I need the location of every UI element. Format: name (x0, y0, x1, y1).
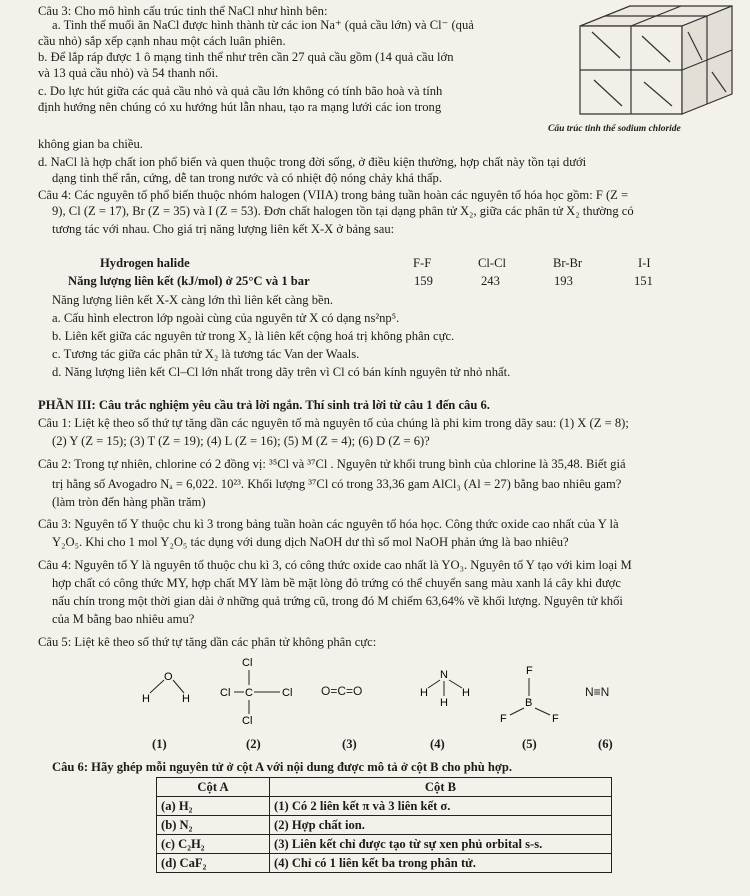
ccl4-c-atom: C (245, 687, 253, 699)
q3-line-6: c. Do lực hút giữa các quả cầu nhỏ và quả cầu lớn không có tính bão hoà và tính (38, 84, 443, 98)
table-bond-brbr: Br-Br (553, 256, 583, 270)
bf3-f-right: F (552, 713, 559, 724)
q3-line-1: Câu 3: Cho mô hình cấu trúc tinh thể NaCl như hình bên: (38, 4, 328, 18)
q4-statement-a: a. Cấu hình electron lớp ngoài cùng của nguyên tử X có dạng ns²np⁵. (52, 311, 400, 325)
water-h-atom-right: H (182, 693, 190, 705)
q4-line-2: 9), Cl (Z = 17), Br (Z = 35) và I (Z = 53). Đơn chất halogen tồn tại dạng phân tử X₂, giữa các phân tử X₂ thường có (52, 204, 634, 218)
table-row (157, 854, 612, 873)
molecule-3-label: (3) (342, 737, 357, 751)
row-d-cell-b: (4) Chỉ có 1 liên kết ba trong phân tử. (270, 854, 612, 873)
q3-line-4: b. Để lắp ráp được 1 ô mạng tinh thể như trên cần 27 quả cầu gồm (14 quả cầu lớn (38, 50, 454, 64)
p3-q1-line-2: (2) Y (Z = 15); (3) T (Z = 19); (4) L (Z = 16); (5) M (Z = 4); (6) D (Z = 6)? (52, 434, 430, 448)
q3-line-8: không gian ba chiều. (38, 137, 143, 151)
p3-q1-line-1: Câu 1: Liệt kệ theo số thứ tự tăng dần các nguyên tố mà nguyên tố của chúng là phi kim trong dãy sau: (1) X (Z = 8); (38, 416, 629, 430)
ccl4-cl-left: Cl (220, 687, 231, 699)
molecule-bf3-structure (494, 662, 568, 724)
q4-line-1: Câu 4: Các nguyên tố phổ biến thuộc nhóm halogen (VIIA) trong bảng tuần hoàn các nguyên tố hóa học gồm: F (Z = (38, 188, 629, 202)
q3-line-7: định hướng nên chúng có xu hướng hút lẫn nhau, tạo ra mạng lưới các ion trong (38, 100, 442, 114)
table-energy-ff: 159 (414, 274, 433, 288)
p3-q4-line-1: Câu 4: Nguyên tố Y là nguyên tố thuộc chu kì 3, có công thức oxide cao nhất là YO₃. Nguyên tố Y tạo với kim loại M (38, 558, 632, 572)
nh3-h-left: H (420, 687, 428, 699)
bf3-f-left: F (500, 713, 507, 724)
nh3-h-middle: H (440, 697, 448, 709)
matching-table (156, 777, 612, 873)
nh3-n-atom: N (440, 669, 448, 681)
q4-statement-b: b. Liên kết giữa các nguyên tử trong X₂ là liên kết cộng hoá trị không phân cực. (52, 329, 455, 343)
column-b-header: Cột B (270, 778, 612, 797)
table-row (157, 797, 612, 816)
water-o-atom: O (164, 671, 173, 683)
table-energy-clcl: 243 (481, 274, 500, 288)
ccl4-cl-bottom: Cl (242, 715, 253, 727)
crystal-caption: Cấu trúc tinh thể sodium chloride (548, 124, 681, 134)
nh3-h-right: H (462, 687, 470, 699)
row-d-cell-a: (d) CaF₂ (157, 854, 270, 873)
molecule-1-label: (1) (152, 737, 167, 751)
table-row (157, 835, 612, 854)
q3-line-3: cầu nhỏ) sắp xếp cạnh nhau một cách luân phiên. (38, 34, 286, 48)
p3-q2-line-2: trị hằng số Avogadro Nₐ = 6,022. 10²³. Khối lượng ³⁷Cl có trong 33,36 gam AlCl₃ (Al = 27) bằng bao nhiêu gam? (52, 477, 622, 491)
ccl4-cl-right: Cl (282, 687, 293, 699)
part3-title: PHẦN III: Câu trắc nghiệm yêu cầu trả lời ngắn. Thí sinh trả lời từ câu 1 đến câu 6. (38, 398, 490, 412)
row-c-cell-a: (c) C₂H₂ (157, 835, 270, 854)
row-b-cell-a: (b) N₂ (157, 816, 270, 835)
table-bond-ff: F-F (413, 256, 432, 270)
matching-header-row (157, 778, 612, 797)
q4-statement-c: c. Tương tác giữa các phân tử X₂ là tương tác Van der Waals. (52, 347, 360, 361)
molecule-n2-formula: N≡N (585, 685, 610, 699)
bf3-f-top: F (526, 665, 533, 677)
p3-q4-line-4: của M bằng bao nhiêu amu? (52, 612, 195, 626)
q4-note: Năng lượng liên kết X-X càng lớn thì liên kết càng bền. (52, 293, 334, 307)
water-h-atom-left: H (142, 693, 150, 705)
molecule-4-label: (4) (430, 737, 445, 751)
table-label-bond-energy: Năng lượng liên kết (kJ/mol) ở 25°C và 1 bar (68, 274, 310, 288)
molecule-2-label: (2) (246, 737, 261, 751)
molecule-co2-formula: O=C=O (321, 684, 363, 698)
table-bond-clcl: Cl-Cl (478, 256, 506, 270)
q3-line-2: a. Tinh thể muối ăn NaCl được hình thành từ các ion Na⁺ (quả cầu lớn) và Cl⁻ (quả (52, 18, 474, 32)
molecule-ccl4-structure (216, 654, 300, 730)
table-energy-ii: 151 (634, 274, 653, 288)
molecule-5-label: (5) (522, 737, 537, 751)
nacl-crystal-lattice-image (572, 2, 740, 120)
q4-line-3: tương tác với nhau. Cho giá trị năng lượng liên kết X-X ở bảng sau: (52, 222, 395, 236)
q3-line-10: dạng tinh thể rắn, cứng, dễ tan trong nước và có nhiệt độ nóng chảy khá thấp. (52, 171, 442, 185)
row-b-cell-b: (2) Hợp chất ion. (270, 816, 612, 835)
molecule-nh3-structure (414, 664, 480, 714)
bf3-b-atom: B (525, 697, 533, 709)
p3-q3-line-2: Y₂O₅. Khi cho 1 mol Y₂O₅ tác dụng với dung dịch NaOH dư thì số mol NaOH phản ứng là bao nhiêu? (52, 535, 569, 549)
q4-statement-d: d. Năng lượng liên kết Cl–Cl lớn nhất trong dãy trên vì Cl có bán kính nguyên tử nhỏ nhất. (52, 365, 511, 379)
p3-q2-line-1: Câu 2: Trong tự nhiên, chlorine có 2 đồng vị: ³⁵Cl và ³⁷Cl . Nguyên tử khối trung bình của chlorine là 35,48. Biết giá (38, 457, 626, 471)
table-energy-brbr: 193 (554, 274, 573, 288)
p3-q6-line: Câu 6: Hãy ghép mỗi nguyên tử ở cột A với nội dung được mô tả ở cột B cho phù hợp. (52, 760, 513, 774)
table-row (157, 816, 612, 835)
molecule-6-label: (6) (598, 737, 613, 751)
p3-q2-line-3: (làm tròn đến hàng phần trăm) (52, 495, 206, 509)
row-a-cell-b: (1) Có 2 liên kết π và 3 liên kết σ. (270, 797, 612, 816)
row-c-cell-b: (3) Liên kết chỉ được tạo từ sự xen phủ orbital s-s. (270, 835, 612, 854)
ccl4-cl-top: Cl (242, 657, 253, 669)
column-a-header: Cột A (157, 778, 270, 797)
row-a-cell-a: (a) H₂ (157, 797, 270, 816)
q3-line-9: d. NaCl là hợp chất ion phổ biến và quen thuộc trong đời sống, ở điều kiện thường, hợp chất này tồn tại dưới (38, 155, 587, 169)
table-bond-ii: I-I (638, 256, 651, 270)
p3-q4-line-2: hợp chất có công thức MY, hợp chất MY làm bề mặt lòng đỏ trứng có thể chuyển sang màu xanh lá cây khi được (52, 576, 621, 590)
p3-q4-line-3: nấu chín trong một thời gian dài ở những quả trứng cũ, trong đó M chiếm 63,64% về khối lượng. Nguyên tử khối (52, 594, 623, 608)
q3-line-5: và 13 quả cầu nhỏ) và 54 thanh nối. (38, 66, 219, 80)
table-label-hydrogen-halide: Hydrogen halide (100, 256, 190, 270)
p3-q3-line-1: Câu 3: Nguyên tố Y thuộc chu kì 3 trong bảng tuần hoàn các nguyên tố hóa học. Công thức oxide cao nhất của Y là (38, 517, 619, 531)
p3-q5-line: Câu 5: Liệt kê theo số thứ tự tăng dần các phân tử không phân cực: (38, 635, 377, 649)
molecule-water-structure (136, 668, 200, 708)
